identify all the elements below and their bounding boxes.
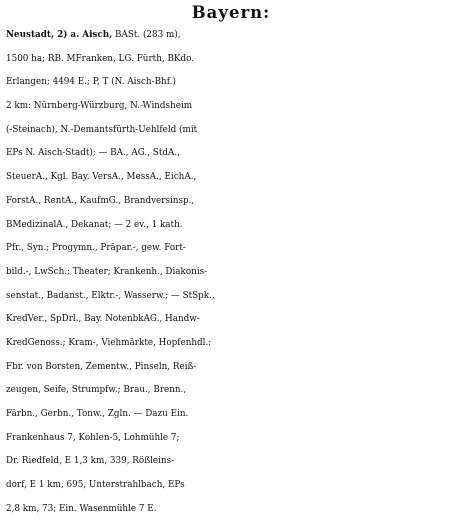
entry-line-14: KredGenoss.; Kram-, Viehmärkte, Hopfenhdl.;: [6, 337, 212, 348]
entry-line-3: Erlangen; 4494 E.; P, T (N. Aisch-Bhf.): [6, 77, 176, 88]
entry-line-5: (-Steinach), N.-Demantsfürth-Uehlfeld (mit: [6, 124, 198, 135]
entry-line-19: Dr. Riedfeld, E 1,3 km, 339, Rößleins-: [6, 456, 175, 467]
entry-line-13: KredVer., SpDrl., Bay. NotenbkAG., Handw-: [6, 314, 200, 325]
entry-line-9: BMedizinalA., Dekanat; — 2 ev., 1 kath.: [6, 219, 183, 230]
entry-line-15: Fbr. von Borsten, Zementw., Pinseln, Reiß-: [6, 361, 197, 372]
entry-headword: Neustadt, 2) a. Aisch,: [6, 30, 113, 40]
entry-line-6: EPs N. Aisch-Stadt); — BA., AG., StdA.,: [6, 148, 180, 159]
entry-line-2: 1500 ha; RB. MFranken, LG. Fürth, BKdo.: [6, 53, 195, 64]
entry-line-4: 2 km: Nürnberg-Würzburg, N.-Windsheim: [6, 101, 193, 112]
entry-line-8: ForstA., RentA., KaufmG., Brandversinsp.,: [6, 195, 195, 206]
entry-line-1-rest: BASt. (283 m),: [112, 30, 181, 40]
entry-line-17: Färbn., Gerbn., Tonw., Zgln. — Dazu Ein.: [6, 409, 189, 419]
entry-line-16: zeugen, Seife, Strumpfw.; Brau., Brenn.,: [6, 385, 187, 396]
entry-line-12: senstat., Badanst., Elktr.-, Wasserw.; — StSpk.,: [6, 290, 215, 301]
entry-line-20: dorf, E 1 km, 695, Unterstrahlbach, EPs: [6, 480, 185, 491]
entry-line-10: Pfr., Syn.; Progymn., Präpar.-, gew. Fort-: [6, 243, 186, 254]
entry-line-21: 2,8 km, 73; Ein. Wasenmühle 7 E.: [6, 503, 157, 514]
entry-line-11: bild.-, LwSch.; Theater; Krankenh., Diakonis-: [6, 266, 208, 277]
entry-line-1: [6, 24, 456, 48]
entry-line-18: Frankenhaus 7, Kohlen-5, Lohmühle 7;: [6, 432, 180, 443]
entry-line-7: SteuerA., Kgl. Bay. VersA., MessA., EichA.,: [6, 172, 197, 183]
page-header: Bayern:: [191, 3, 271, 22]
